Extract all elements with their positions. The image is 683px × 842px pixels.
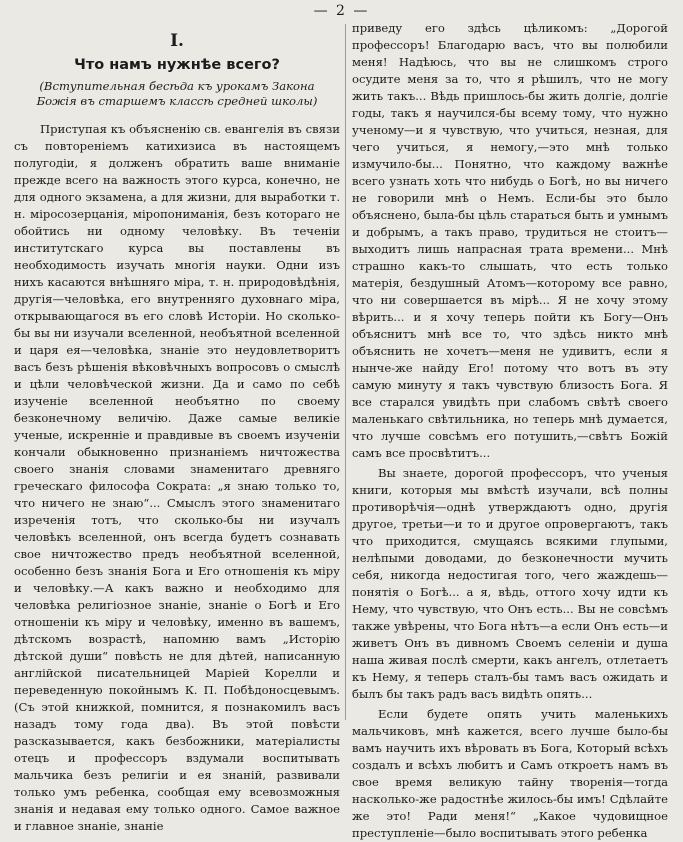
paragraph: приведу его здѣсь цѣликомъ: „Дорогой профессоръ! Благодарю васъ, что вы полюбили меня! Надѣюсь, что вы не слишкомъ строго осудите меня за то, что я рѣшилъ, что не могу жить такъ... Вѣдь пришлось-бы жить долгіе, долгіе годы, такъ я научился-бы всему тому, что нужно ученому—и я чувствую, что учиться, незная, для чего учиться, я немогу,—это мнѣ только измучило-бы... Понятно, что каждому важнѣе всего узнать хоть что нибудь о Богѣ, но вы ничего не говорили мнѣ о Немъ. Если-бы это было объяснено, была-бы цѣль стараться быть и умнымъ и добрымъ, а такъ право, трудиться не стоитъ—выходитъ лишь напрасная трата времени... Мнѣ страшно какъ-то слышать, что есть только матерія, бездушный Атомъ—которому все равно, что ни совершается въ мірѣ... Я не хочу этому вѣрить... и я хочу теперь пойти къ Богу—Онъ объяснитъ мнѣ все то, что здѣсь никто мнѣ объяснить не хочетъ—меня не удивитъ, если я нынче-же найду Его! потому что вотъ въ эту самую минуту я такъ чувствую близость Бога. Я все старался увидѣть при слабомъ свѣтѣ своего маленькаго свѣтильника, но теперь мнѣ думается, что лучше совсѣмъ его потушить,—свѣтъ Божій самъ все просвѣтитъ... — [352, 21, 668, 460]
chapter-number: I. — [170, 31, 184, 51]
paragraph: Вы знаете, дорогой профессоръ, что ученыя книги, которыя мы вмѣстѣ изучали, всѣ полны противорѣчія—однѣ утверждаютъ одно, другія другое, третьи—и то и другое опровергаютъ, такъ что приходится, смущаясь всякими глупыми, нелѣпыми доводами, до безконечности мучить себя, никогда недостигая того, чего жаждешь—понятія о Богѣ... а я, вѣдь, оттого хочу идти къ Нему, что чувствую, что Онъ есть... Вы не совсѣмъ также увѣрены, что Бога нѣтъ—а если Онъ есть—и живетъ Онъ въ дивномъ Своемъ селеніи и душа наша живая послѣ смерти, какъ ангелъ, отлетаетъ къ Нему, я теперь сталъ-бы тамъ васъ ожидать и былъ бы такъ радъ васъ видѣть опять... — [352, 466, 668, 701]
paragraph: Если будете опять учить маленькихъ мальчиковъ, мнѣ кажется, всего лучше было-бы вамъ научить ихъ вѣровать въ Бога, Который всѣхъ создалъ и всѣхъ любитъ и Самъ откроетъ намъ въ свое время великую тайну творенія—тогда насколько-же радостнѣе жилось-бы имъ! Сдѣлайте же это! Ради меня!“ „Какое чудовищное преступленіе—было воспитывать этого ребенка — [352, 707, 668, 840]
page-number: — 2 — — [313, 3, 370, 19]
column-divider — [345, 24, 346, 720]
chapter-heading — [14, 30, 340, 109]
right-column — [352, 20, 668, 842]
chapter-subtitle: (Вступительная бесѣда къ урокамъ Закона Божія въ старшемъ классѣ средней школы) — [36, 79, 318, 108]
paragraph: Приступая къ объясненію св. евангелія въ связи съ повтореніемъ катихизиса въ настоящемъ полугодіи, я долженъ обратить ваше вниманіе прежде всего на важность этого курса, конечно, не для одного экзамена, а для жизни, для выработки т. н. міросозерцанія, міропониманія, безъ котораго не обойтись ни одному человѣку. Въ теченіи институтскаго курса вы поставлены въ необходимость изучать многія науки. Одни изъ нихъ касаются внѣшняго міра, т. н. природовѣдѣнія, другія—человѣка, его внутренняго духовнаго міра, открывающагося въ его словѣ Исторіи. Но сколько-бы вы ни изучали вселенной, необъятной вселенной и царя ея—человѣка, знаніе это неудовлетворитъ васъ безъ рѣшенія вѣковѣчныхъ вопросовъ о смыслѣ и цѣли человѣческой жизни. Да и само по себѣ изученіе вселенной необъятно по своему безконечному величію. Даже самые великіе ученые, искренніе и правдивые въ своемъ изученіи кончали обыкновенно признаніемъ ничтожества своего знанія словами знаменитаго древняго греческаго философа Сократа: „я знаю только то, что ничего не знаю“... Смыслъ этого знаменитаго изреченія тотъ, что сколько-бы ни изучалъ человѣкъ вселенной, онъ всегда будетъ сознавать свое ничтожество предъ необъятной вселенной, особенно безъ знанія Бога и Его отношенія къ міру и человѣку.—А какъ важно и необходимо для человѣка религіозное знаніе, знаніе о Богѣ и Его отношеніи къ міру и человѣку, именно въ вашемъ, дѣтскомъ возрастѣ, напомню вамъ „Исторію дѣтской души“ повѣсть не для дѣтей, написанную англійской писательницей Маріей Корелли и переведенную покойнымъ К. П. Побѣдоносцевымъ. (Съ этой книжкой, помнится, я познакомилъ васъ назадъ тому года два). Въ этой повѣсти разсказывается, какъ безбожники, матеріалисты отецъ и профессоръ вздумали воспитывать мальчика безъ религіи и ея знаній, развивали только умъ ребенка, сообщая ему всевозможныя знанія и недавая ему только одного. Самое важное и главное знаніе, знаніе — [14, 122, 340, 833]
left-column — [14, 20, 340, 835]
chapter-title: Что намъ нужнѣе всего? — [74, 57, 280, 73]
